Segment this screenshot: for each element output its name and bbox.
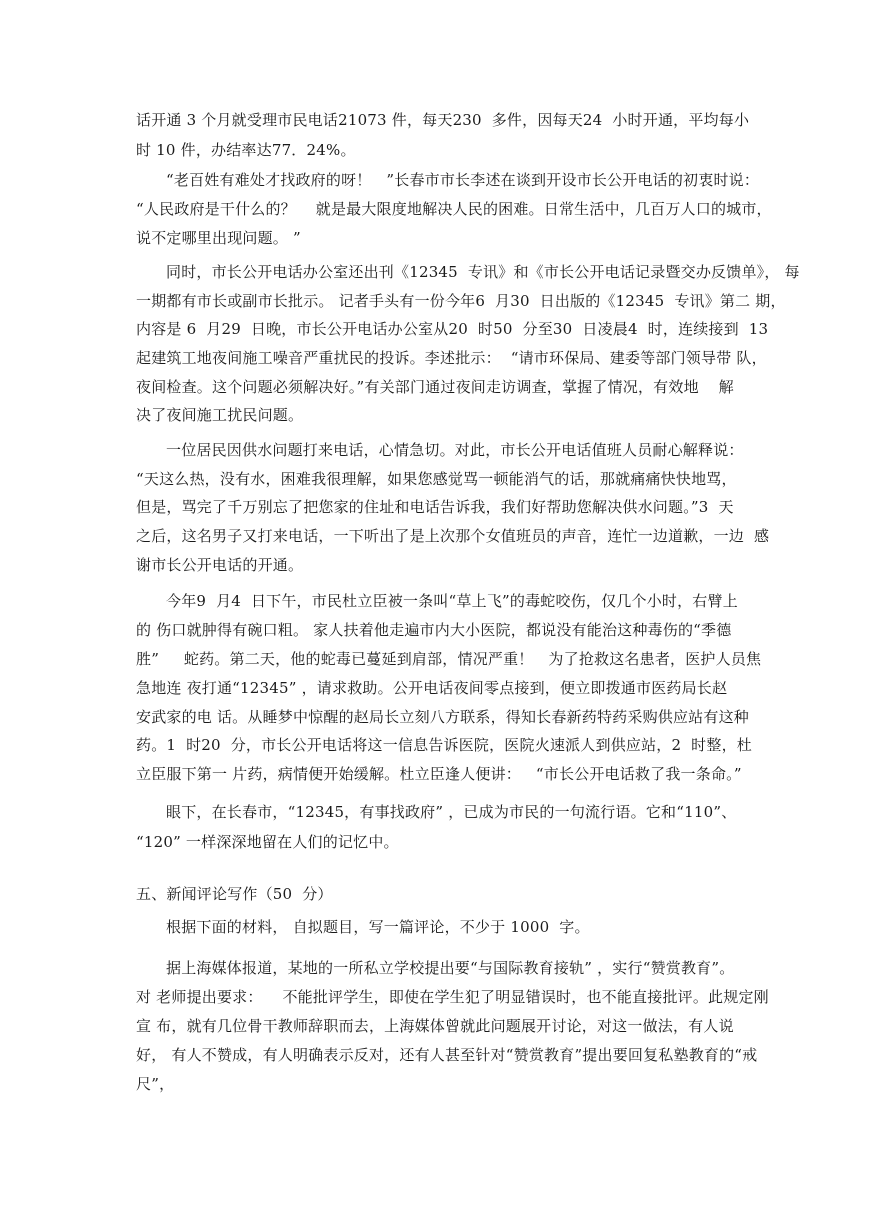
paragraph-line: 说不定哪里出现问题。 ”: [136, 229, 301, 247]
material-line: 据上海媒体报道，某地的一所私立学校提出要“与国际教育接轨” ，实行“赞赏教育”。: [166, 959, 735, 977]
material-line: 宣 布，就有几位骨干教师辞职而去，上海媒体曾就此问题展开讨论，对这一做法，有人说: [136, 1017, 734, 1035]
paragraph-line: 夜间检查。这个问题必须解决好。”有关部门通过夜间走访调查，掌握了情况，有效地 解: [136, 378, 734, 396]
paragraph-line: 决了夜间施工扰民问题。: [136, 406, 304, 424]
instruction-text: 根据下面的材料， 自拟题目，写一篇评论，不少于 1000 字。: [166, 918, 590, 936]
paragraph-line: 一位居民因供水问题打来电话，心情急切。对此，市长公开电话值班人员耐心解释说：: [166, 441, 744, 459]
paragraph-line: 话开通 3 个月就受理市民电话21073 件，每天230 多件，因每天24 小时开通，平均每小: [136, 111, 750, 129]
paragraph-line: “120” 一样深深地留在人们的记忆中。: [136, 833, 399, 851]
paragraph-line: 胜” 蛇药。第二天，他的蛇毒已蔓延到肩部，情况严重！ 为了抢救这名患者，医护人员焦: [136, 650, 762, 668]
paragraph-line: 谢市长公开电话的开通。: [136, 556, 304, 574]
paragraph-line: “人民政府是干什么的？ 就是最大限度地解决人民的困难。日常生活中，几百万人口的城市，: [136, 200, 772, 218]
paragraph-line: 起建筑工地夜间施工噪音严重扰民的投诉。李述批示： “请市环保局、建委等部门领导带 队，: [136, 349, 767, 367]
material-line: 好， 有人不赞成，有人明确表示反对，还有人甚至针对“赞赏教育”提出要回复私塾教育的“戒: [136, 1046, 758, 1064]
material-line: 对 老师提出要求： 不能批评学生，即使在学生犯了明显错误时，也不能直接批评。此规定刚: [136, 988, 769, 1006]
paragraph-line: 之后，这名男子又打来电话，一下听出了是上次那个女值班员的声音，连忙一边道歉，一边 感: [136, 527, 770, 545]
paragraph-line: 今年9 月4 日下午，市民杜立臣被一条叫“草上飞”的毒蛇咬伤，仅几个小时，右臂上: [166, 592, 738, 610]
paragraph-line: 时 10 件，办结率达77．24%。: [136, 141, 356, 159]
paragraph-line: 立臣服下第一 片药，病情便开始缓解。杜立臣逢人便讲： “市长公开电话救了我一条命。”: [136, 765, 742, 783]
paragraph-line: 安武家的电 话。从睡梦中惊醒的赵局长立刻八方联系，得知长春新药特药采购供应站有这种: [136, 708, 749, 726]
paragraph-line: 眼下，在长春市，“12345，有事找政府” ，已成为市民的一句流行语。它和“110”、: [166, 803, 737, 821]
paragraph-line: 一期都有市长或副市长批示。 记者手头有一份今年6 月30 日出版的《12345 专讯》第二 期，: [136, 292, 786, 310]
paragraph-line: 药。1 时20 分，市长公开电话将这一信息告诉医院，医院火速派人到供应站，2 时整，杜: [136, 736, 752, 754]
paragraph-line: 同时，市长公开电话办公室还出刊《12345 专讯》和《市长公开电话记录暨交办反馈单》， 每: [166, 263, 800, 281]
paragraph-line: 急地连 夜打通“12345” ，请求救助。公开电话夜间零点接到，便立即拨通市医药局长赵: [136, 679, 728, 697]
paragraph-line: 内容是 6 月29 日晚，市长公开电话办公室从20 时50 分至30 日凌晨4 时，连续接到 13: [136, 320, 769, 338]
paragraph-line: 的 伤口就肿得有碗口粗。 家人扶着他走遍市内大小医院，都说没有能治这种毒伤的“季德: [136, 621, 732, 639]
paragraph-line: “老百姓有难处才找政府的呀！ ”长春市市长李述在谈到开设市长公开电话的初衷时说：: [166, 171, 760, 189]
paragraph-line: “天这么热，没有水，困难我很理解，如果您感觉骂一顿能消气的话，那就痛痛快快地骂，: [136, 470, 737, 488]
paragraph-line: 但是，骂完了千万别忘了把您家的住址和电话告诉我，我们好帮助您解决供水问题。”3 天: [136, 498, 734, 516]
material-line: 尺”，: [136, 1075, 175, 1093]
section-heading: 五、新闻评论写作（50 分）: [136, 885, 333, 903]
